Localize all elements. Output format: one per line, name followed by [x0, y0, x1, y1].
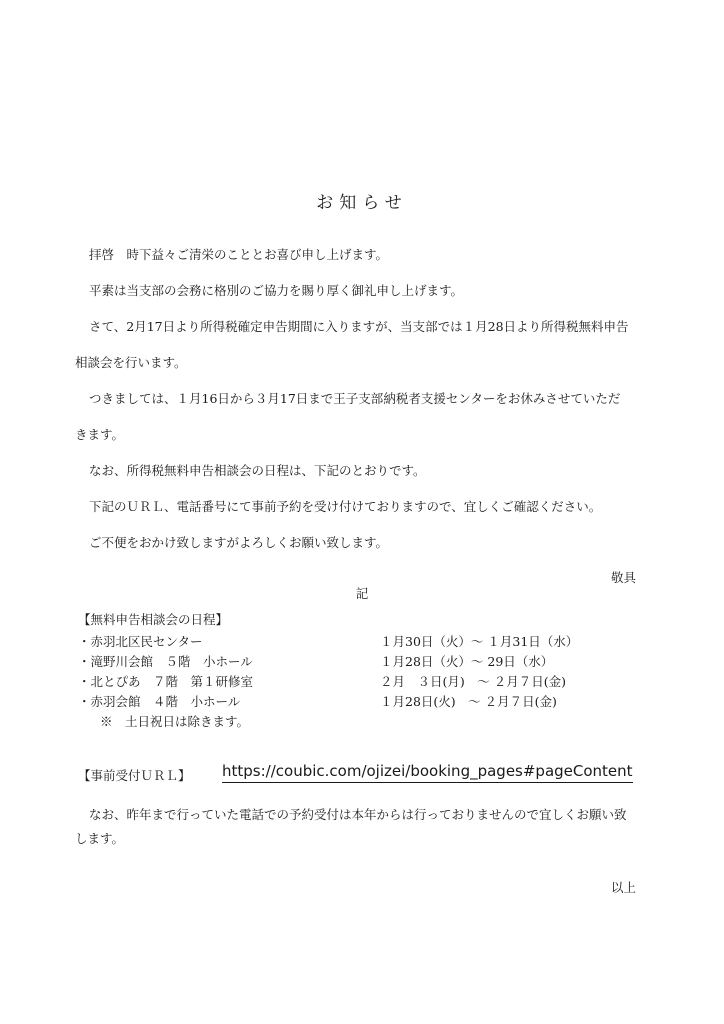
announcement-paragraph-line1: さて、2月17日より所得税確定申告期間に入りますが、当支部では１月28日より所得税無料申告	[89, 319, 629, 334]
final-paragraph-line2: します。	[75, 831, 125, 846]
schedule-date: １月28日(火) ～ ２月７日(金)	[380, 694, 557, 709]
schedule-intro-paragraph: なお、所得税無料申告相談会の日程は、下記のとおりです。	[89, 463, 426, 478]
schedule-date: １月30日（火）～ １月31日（水）	[380, 634, 579, 649]
schedule-note: ※ 土日祝日は除きます。	[100, 714, 250, 729]
closure-paragraph-line1: つきましては、１月16日から３月17日まで王子支部納税者支援センターをお休みさせていただ	[89, 391, 621, 406]
thanks-paragraph: 平素は当支部の会務に格別のご協力を賜り厚く御礼申し上げます。	[89, 283, 464, 298]
schedule-date: １月28日（火）～ 29日（水）	[380, 654, 554, 669]
closing-ijou: 以上	[610, 880, 636, 895]
apology-paragraph: ご不便をおかけ致しますがよろしくお願い致します。	[89, 535, 389, 550]
schedule-venue: ・北とぴあ ７階 第１研修室	[78, 674, 254, 689]
closing-keigu: 敬具	[610, 570, 636, 585]
closure-paragraph-line2: きます。	[75, 427, 125, 442]
url-label: 【事前受付ＵＲＬ】	[78, 768, 191, 783]
schedule-header: 【無料申告相談会の日程】	[78, 612, 229, 627]
announcement-paragraph-line2: 相談会を行います。	[75, 355, 187, 370]
final-paragraph-line1: なお、昨年まで行っていた電話での予約受付は本年からは行っておりませんので宜しくお願い致	[89, 807, 627, 822]
schedule-venue: ・赤羽北区民センター	[78, 634, 203, 649]
page-title: お知らせ	[316, 193, 408, 213]
ki-heading: 記	[355, 586, 369, 601]
schedule-venue: ・赤羽会館 ４階 小ホール	[78, 694, 241, 709]
greeting-paragraph: 拝啓 時下益々ご清栄のこととお喜び申し上げます。	[89, 247, 389, 262]
reservation-paragraph: 下記のＵＲＬ、電話番号にて事前予約を受け付けておりますので、宜しくご確認ください。	[89, 499, 602, 514]
schedule-date: ２月 ３日(月) ～ ２月７日(金)	[380, 674, 566, 689]
booking-url-link[interactable]: https://coubic.com/ojizei/booking_pages#pageContent	[222, 762, 633, 783]
schedule-venue: ・滝野川会館 ５階 小ホール	[78, 654, 253, 669]
